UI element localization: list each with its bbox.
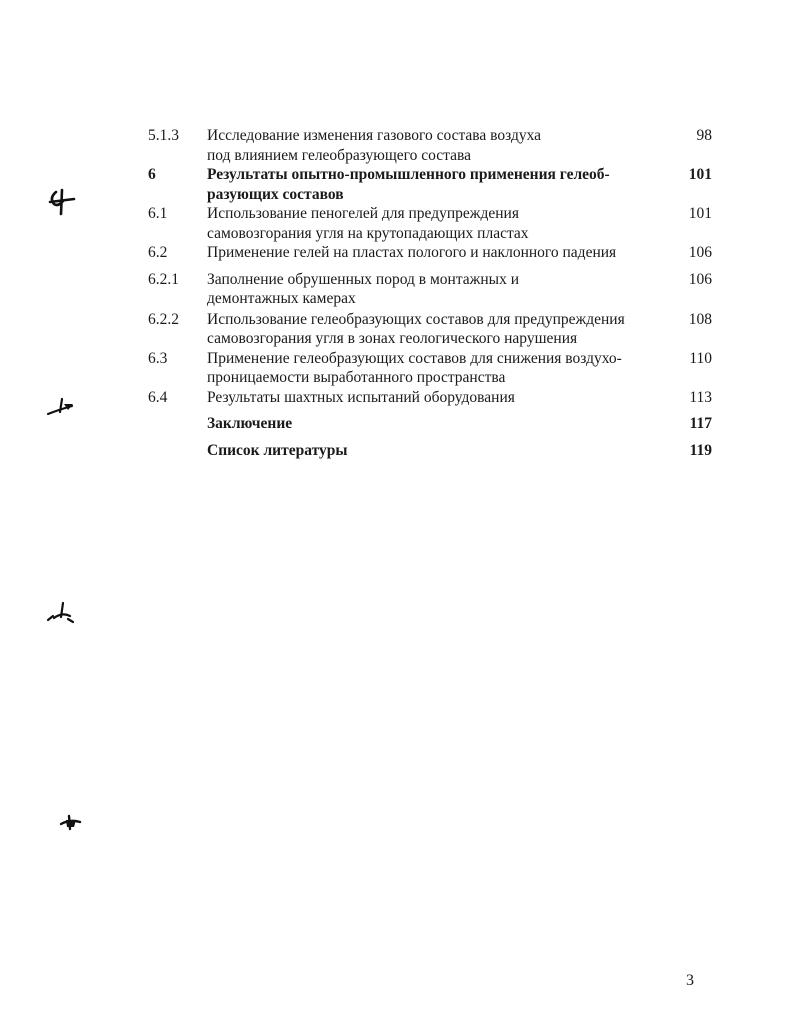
toc-entry-title-line: самовозгорания угля на крутопадающих пластах	[207, 224, 529, 242]
toc-entry-title	[207, 204, 668, 243]
toc-entry-page: 117	[689, 415, 712, 432]
toc-entry-page: 106	[688, 270, 712, 288]
toc-entry-title-line: под влиянием гелеобразующего состава	[207, 146, 471, 164]
toc-entry-number: 6.2.1	[148, 270, 179, 288]
toc-entry-title-line: Применение гелеобразующих составов для снижения воздухо-	[207, 349, 622, 367]
toc-entry-title	[207, 165, 668, 204]
toc-entry	[148, 441, 718, 461]
toc-entry	[148, 414, 718, 434]
margin-mark-3	[44, 600, 78, 626]
toc-entry-page: 101	[688, 205, 712, 222]
toc-entry-title	[207, 414, 668, 434]
toc-entry-title-line: Применение гелей на пластах пологого и наклонного падения	[207, 244, 617, 261]
margin-mark-1	[46, 188, 78, 218]
toc-entry-title	[207, 349, 668, 388]
toc-entry-number: 6	[148, 166, 156, 183]
toc-entry-page: 106	[688, 244, 712, 261]
toc-entry	[148, 243, 718, 263]
toc-entry-number: 6.2.2	[148, 310, 179, 328]
toc-entry-title-line: Заполнение обрушенных пород в монтажных и	[207, 270, 519, 288]
toc-entry-title	[207, 270, 668, 309]
toc-entry-title	[207, 441, 668, 461]
toc-entry-title-line: разующих составов	[207, 185, 344, 203]
toc-entry-number: 5.1.3	[148, 127, 179, 144]
toc-entry-title	[207, 126, 668, 165]
toc-entry-number: 6.2	[148, 244, 168, 261]
toc-entry-page: 110	[689, 349, 712, 367]
toc-entry-title	[207, 243, 668, 263]
toc-entry-title-line: самовозгорания угля в зонах геологического нарушения	[207, 330, 578, 347]
toc-entry-title-line: демонтажных камерах	[207, 290, 356, 307]
toc-entry-title-line: Заключение	[207, 415, 293, 432]
toc-entry-title-line: Результаты шахтных испытаний оборудования	[207, 388, 515, 406]
toc-entry	[148, 270, 718, 309]
toc-entry-number: 6.3	[148, 349, 168, 367]
toc-entry	[148, 388, 718, 408]
toc-entry-page: 108	[688, 310, 712, 328]
toc-entry-title-line: Использование пеногелей для предупреждения	[207, 205, 519, 222]
toc-entry-page: 101	[688, 166, 712, 183]
toc-entry-title-line: Результаты опытно-промышленного применения гелеоб-	[207, 166, 610, 183]
toc-entry-number: 6.1	[148, 205, 168, 222]
toc-entry-title	[207, 388, 668, 408]
toc-entry-title-line: Использование гелеобразующих составов для предупреждения	[207, 310, 625, 328]
margin-mark-2	[44, 396, 78, 420]
toc-entry-page: 119	[689, 441, 712, 459]
toc-entry-number: 6.4	[148, 388, 168, 406]
toc-entry-title-line: Исследование изменения газового состава воздуха	[207, 127, 542, 144]
toc-entry	[148, 126, 718, 165]
table-of-contents	[148, 126, 718, 460]
margin-mark-4	[58, 812, 84, 834]
toc-entry	[148, 310, 718, 349]
toc-entry-title-line: Список литературы	[207, 441, 348, 459]
page-number: 3	[686, 972, 694, 989]
toc-entry	[148, 165, 718, 204]
toc-entry	[148, 204, 718, 243]
toc-entry-title	[207, 310, 668, 349]
toc-entry	[148, 349, 718, 388]
toc-entry-title-line: проницаемости выработанного пространства	[207, 369, 506, 386]
toc-entry-page: 98	[696, 127, 712, 144]
toc-entry-page: 113	[689, 388, 712, 406]
